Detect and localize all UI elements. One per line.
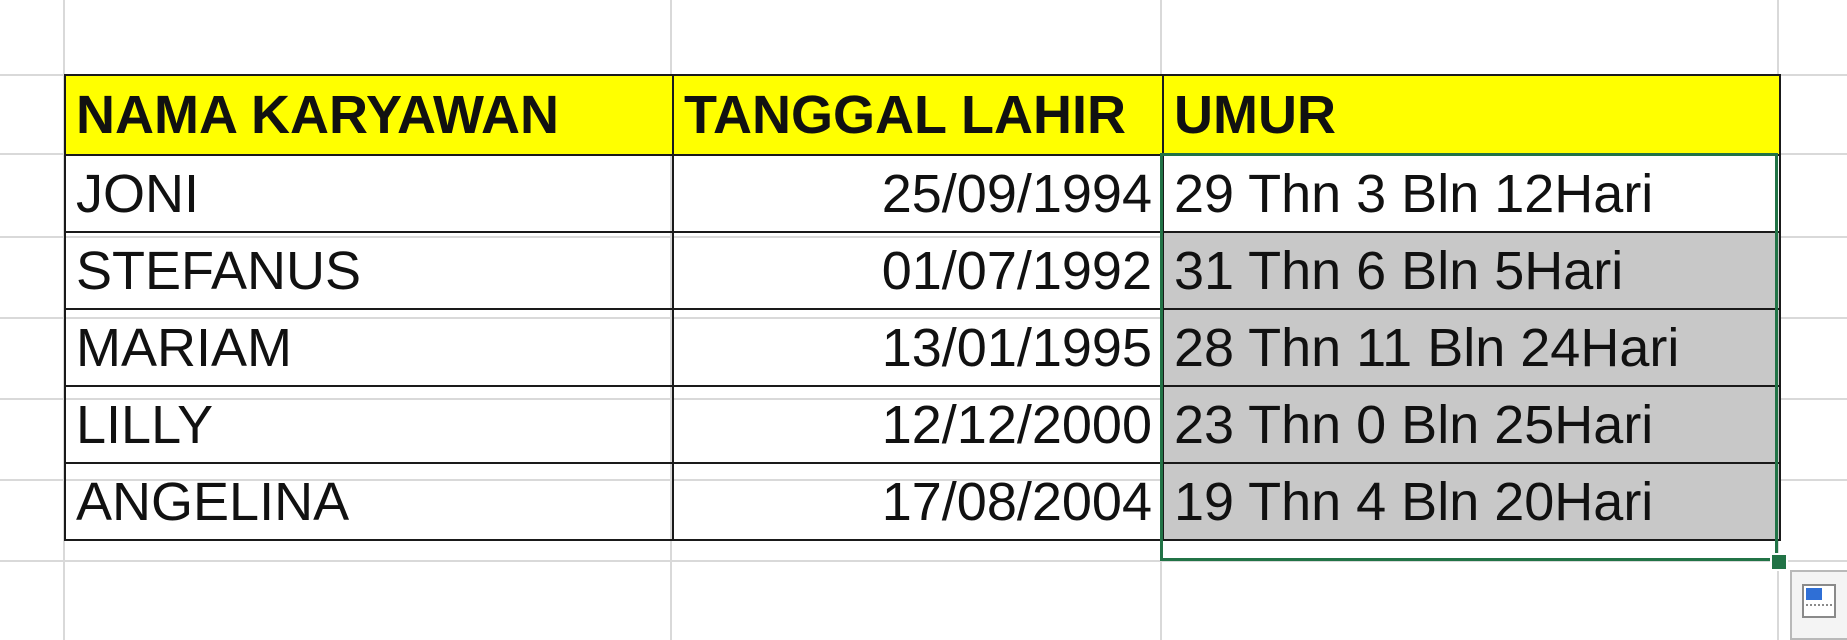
birth-date-cell[interactable]: 17/08/2004 <box>673 463 1163 540</box>
table-row <box>65 232 1780 309</box>
age-cell[interactable]: 23 Thn 0 Bln 25Hari <box>1163 386 1780 463</box>
header-cell-birth-date[interactable]: TANGGAL LAHIR <box>673 75 1163 155</box>
quick-analysis-button[interactable] <box>1790 570 1847 640</box>
age-cell[interactable]: 19 Thn 4 Bln 20Hari <box>1163 463 1780 540</box>
age-cell-active[interactable]: 29 Thn 3 Bln 12Hari <box>1163 155 1780 232</box>
table-row <box>65 155 1780 232</box>
age-cell[interactable]: 28 Thn 11 Bln 24Hari <box>1163 309 1780 386</box>
name-cell[interactable]: MARIAM <box>65 309 673 386</box>
birth-date-cell[interactable]: 13/01/1995 <box>673 309 1163 386</box>
header-cell-name[interactable]: NAMA KARYAWAN <box>65 75 673 155</box>
row-gridline <box>0 560 1847 562</box>
table-row <box>65 463 1780 540</box>
table-row <box>65 309 1780 386</box>
name-cell[interactable]: LILLY <box>65 386 673 463</box>
birth-date-cell[interactable]: 01/07/1992 <box>673 232 1163 309</box>
employee-age-table <box>64 74 1781 541</box>
table-row <box>65 386 1780 463</box>
fill-handle-icon[interactable] <box>1770 553 1788 571</box>
header-cell-age[interactable]: UMUR <box>1163 75 1780 155</box>
name-cell[interactable]: ANGELINA <box>65 463 673 540</box>
birth-date-cell[interactable]: 25/09/1994 <box>673 155 1163 232</box>
age-cell[interactable]: 31 Thn 6 Bln 5Hari <box>1163 232 1780 309</box>
name-cell[interactable]: STEFANUS <box>65 232 673 309</box>
birth-date-cell[interactable]: 12/12/2000 <box>673 386 1163 463</box>
name-cell[interactable]: JONI <box>65 155 673 232</box>
header-row <box>65 75 1780 155</box>
quick-analysis-icon <box>1802 584 1836 618</box>
